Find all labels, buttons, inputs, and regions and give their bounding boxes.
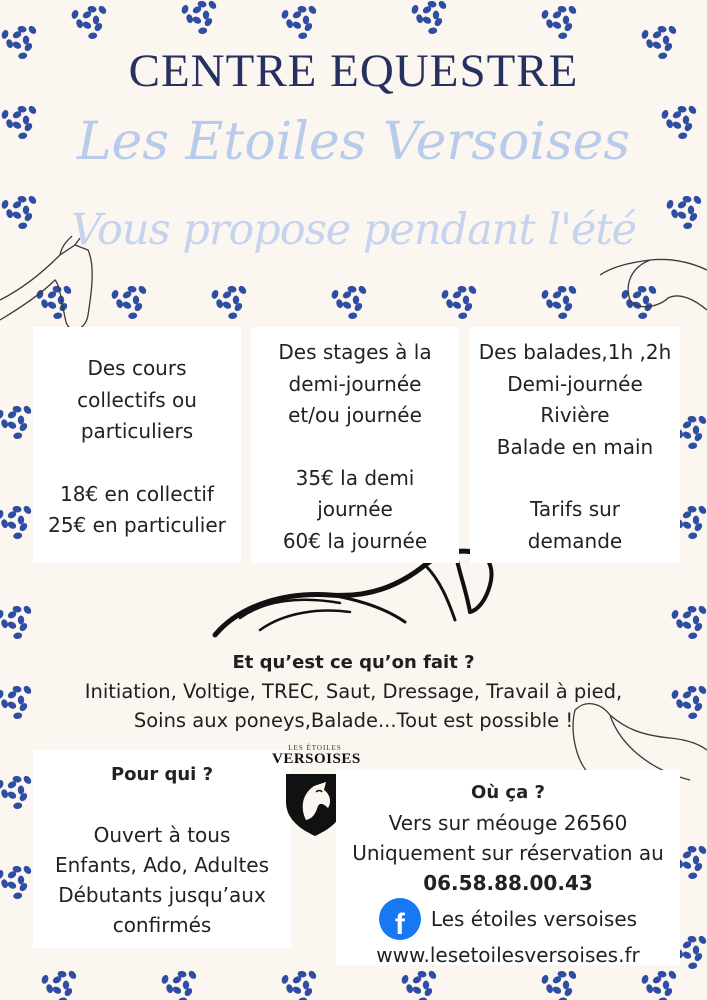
berry-decoration [13,892,23,900]
center-name: Les Etoiles Versoises [76,112,631,172]
berry-decoration [292,10,303,20]
berry-decoration [128,312,138,320]
berry-decoration [667,969,678,980]
berry-decoration [643,296,649,305]
offer-line: Des cours [87,356,187,380]
berry-decoration [40,298,49,309]
berry-decoration [421,15,432,25]
offer-box-balades [470,327,680,563]
berry-decoration [198,27,208,35]
berry-decoration [12,865,22,873]
berry-decoration [342,290,353,300]
berry-decoration [52,975,63,985]
berry-decoration [47,290,58,300]
berry-decoration [688,442,698,450]
berry-decoration [81,20,92,30]
berry-decoration [638,312,648,320]
berry-decoration [693,856,699,865]
berry-decoration [558,312,568,320]
berry-decoration [40,974,49,985]
berry-decoration [192,5,203,15]
berry-decoration [687,415,697,423]
berry-decoration [563,16,569,25]
berry-decoration [693,952,704,963]
berry-decoration [657,25,667,33]
berry-decoration [18,616,24,625]
berry-decoration [563,22,574,33]
berry-decoration [687,605,697,613]
audience-line: confirmés [112,913,212,937]
berry-decoration [7,410,18,420]
berry-decoration [17,195,27,203]
berry-decoration [693,616,699,625]
facebook-row[interactable] [336,898,680,940]
berry-decoration [291,20,302,30]
berry-decoration [285,18,294,29]
berry-decoration [215,298,224,309]
berry-decoration [651,985,662,995]
berry-decoration [63,987,74,998]
berry-decoration [417,970,427,978]
berry-decoration [58,302,69,313]
berry-decoration [563,302,574,313]
berry-decoration [22,404,33,415]
activities-section [0,648,707,735]
berry-decoration [688,872,698,880]
audience-question: Pour qui ? [110,764,214,785]
berry-decoration [643,302,654,313]
berry-decoration [557,285,567,293]
berry-decoration [423,987,434,998]
berry-decoration [18,792,29,803]
berry-decoration [6,520,17,530]
berry-decoration [647,284,658,295]
berry-decoration [688,962,698,970]
berry-decoration [353,302,364,313]
berry-decoration [551,20,562,30]
audience-box [33,750,291,948]
berry-decoration [12,405,22,413]
berry-decoration [567,4,578,15]
berry-decoration [663,981,669,990]
berry-decoration [540,9,549,20]
berry-decoration [12,605,22,613]
berry-decoration [693,432,704,443]
berry-decoration [280,9,289,20]
page-title: CENTRE EQUESTRE [128,45,579,97]
berry-decoration [45,983,54,994]
berry-decoration [463,296,469,305]
berry-decoration [307,969,318,980]
berry-decoration [110,289,119,300]
berry-decoration [400,974,409,985]
facebook-icon[interactable]: f [379,898,421,940]
berry-decoration [46,300,57,310]
berry-decoration [6,880,17,890]
berry-decoration [567,969,578,980]
berry-decoration [13,432,23,440]
offer-price: 25€ en particulier [48,513,226,537]
berry-decoration [93,22,104,33]
berry-decoration [427,0,437,8]
berry-decoration [422,5,433,15]
berry-decoration [18,622,29,633]
berry-decoration [187,969,198,980]
berry-decoration [457,285,467,293]
berry-decoration [682,850,693,860]
berry-decoration [63,981,69,990]
website-link[interactable]: www.lesetoilesversoises.fr [376,943,640,967]
berry-decoration [227,285,237,293]
berry-decoration [0,509,5,520]
berry-decoration [57,970,67,978]
berry-decoration [133,296,139,305]
berry-decoration [115,298,124,309]
berry-decoration [177,970,187,978]
berry-decoration [7,780,18,790]
berry-decoration [330,289,339,300]
offer-price: demande [527,528,623,553]
berry-decoration [228,312,238,320]
berry-decoration [121,300,132,310]
berry-decoration [171,985,182,995]
berry-decoration [303,981,309,990]
berry-decoration [681,860,692,870]
berry-decoration [12,505,22,513]
berry-decoration [463,302,474,313]
berry-decoration [280,974,289,985]
berry-decoration [688,532,698,540]
berry-decoration [692,194,703,205]
audience-line: Débutants jusqu’aux [58,883,266,907]
berry-decoration [410,4,419,15]
berry-decoration [625,298,634,309]
berry-decoration [297,970,307,978]
berry-decoration [137,284,148,295]
berry-decoration [640,974,649,985]
berry-decoration [411,985,422,995]
berry-decoration [127,285,137,293]
berry-decoration [185,13,194,24]
berry-decoration [67,969,78,980]
berry-decoration [222,290,233,300]
berry-decoration [687,505,697,513]
berry-decoration [675,618,684,629]
berry-decoration [122,290,133,300]
berry-decoration [191,15,202,25]
berry-decoration [428,27,438,35]
berry-decoration [165,983,174,994]
berry-decoration [285,983,294,994]
berry-decoration [458,312,468,320]
berry-decoration [62,284,73,295]
berry-decoration [557,5,567,13]
berry-decoration [160,974,169,985]
berry-decoration [180,4,189,15]
berry-decoration [133,302,144,313]
berry-decoration [353,296,359,305]
berry-decoration [632,290,643,300]
berry-decoration [682,195,692,203]
berry-decoration [13,532,23,540]
berry-decoration [53,312,63,320]
berry-decoration [693,522,704,533]
berry-decoration [681,520,692,530]
berry-decoration [657,970,667,978]
berry-decoration [52,285,62,293]
berry-decoration [682,420,693,430]
berry-decoration [688,632,698,640]
berry-decoration [303,22,314,33]
berry-decoration [451,300,462,310]
berry-decoration [18,882,29,893]
berry-decoration [693,516,699,525]
activities-line: Initiation, Voltige, TREC, Saut, Dressage, Travail à pied, [84,680,623,703]
berry-decoration [540,974,549,985]
location-question: Où ça ? [471,782,545,803]
offer-price: 18€ en collectif [60,481,214,506]
right-horse-sketch [628,259,707,310]
berry-decoration [545,983,554,994]
location-reservation: Uniquement sur réservation au [352,841,664,865]
berry-decoration [687,845,697,853]
berry-decoration [423,981,429,990]
offer-line: collectifs ou [77,387,197,412]
offer-price: journée [317,497,393,521]
berry-decoration [682,510,693,520]
berry-decoration [183,981,189,990]
horse-silhouette-icon [215,551,492,635]
berry-decoration [17,25,27,33]
berry-decoration [405,983,414,994]
berry-decoration [13,632,23,640]
berry-decoration [207,0,218,10]
berry-decoration [433,11,439,20]
berry-decoration [18,516,24,525]
berry-decoration [18,522,29,533]
berry-decoration [552,975,563,985]
berry-decoration [0,779,5,790]
berry-decoration [35,289,44,300]
berry-decoration [545,298,554,309]
logo-top-text: LES ÉTOILES [288,744,342,752]
berry-decoration [0,418,9,429]
berry-decoration [697,604,707,615]
berry-decoration [645,983,654,994]
berry-decoration [697,934,707,945]
berry-decoration [0,869,5,880]
berry-decoration [687,935,697,943]
berry-decoration [693,622,704,633]
berry-decoration [172,975,183,985]
berry-decoration [682,940,693,950]
berry-decoration [22,604,33,615]
berry-decoration [197,0,207,8]
berry-decoration [183,987,194,998]
berry-decoration [335,298,344,309]
berry-decoration [640,29,649,40]
berry-decoration [0,518,9,529]
offer-line: Rivière [540,403,610,427]
berry-decoration [452,290,463,300]
berry-decoration [558,32,568,40]
berry-decoration [18,786,24,795]
berry-decoration [0,618,9,629]
berry-decoration [297,5,307,13]
berry-decoration [540,289,549,300]
berry-decoration [467,284,478,295]
berry-decoration [6,620,17,630]
berry-decoration [563,981,569,990]
berry-decoration [303,16,309,25]
berry-decoration [341,300,352,310]
berry-decoration [697,414,707,425]
berry-decoration [203,17,214,28]
berry-decoration [681,620,692,630]
audience-line: Enfants, Ado, Adultes [54,853,270,877]
berry-decoration [563,296,569,305]
berry-decoration [551,985,562,995]
facebook-name[interactable]: Les étoiles versoises [430,907,638,931]
location-address: Vers sur méouge 26560 [388,811,628,835]
berry-decoration [0,788,9,799]
offer-price: Tarifs sur [529,497,621,521]
berry-decoration [18,416,24,425]
berry-decoration [427,969,438,980]
berry-decoration [667,24,678,35]
berry-decoration [663,987,674,998]
berry-decoration [545,18,554,29]
berry-decoration [670,609,679,620]
berry-decoration [682,610,693,620]
berry-decoration [237,284,248,295]
offer-line: Des stages à la [278,340,432,364]
berry-decoration [27,24,38,35]
offer-price: 60€ la journée [282,528,428,553]
berry-decoration [6,790,17,800]
berry-decoration [357,284,368,295]
berry-decoration [697,844,707,855]
berry-decoration [552,10,563,20]
berry-decoration [7,510,18,520]
berry-decoration [51,985,62,995]
berry-decoration [75,18,84,29]
berry-decoration [0,609,5,620]
offer-line: demi-journée [288,371,422,396]
offer-box-stages [251,327,459,563]
berry-decoration [221,300,232,310]
berry-decoration [58,296,64,305]
activities-question: Et qu’est ce qu’on fait ? [232,652,475,673]
berry-decoration [97,4,108,15]
berry-decoration [82,10,93,20]
logo-name-text: VERSOISES [272,751,361,767]
berry-decoration [631,300,642,310]
offer-line: particuliers [80,419,194,443]
offer-line: Des balades,1h ,2h [478,340,672,364]
berry-decoration [70,9,79,20]
berry-decoration [7,610,18,620]
berry-decoration [88,32,98,40]
berry-decoration [563,987,574,998]
berry-decoration [18,422,29,433]
berry-decoration [652,30,663,40]
berry-decoration [445,298,454,309]
berry-decoration [433,17,444,28]
offer-price: 35€ la demi [295,465,415,490]
berry-decoration [681,950,692,960]
berry-decoration [27,194,38,205]
berry-decoration [0,409,5,420]
offer-line: Demi-journée [507,371,643,396]
berry-decoration [681,430,692,440]
berry-decoration [7,870,18,880]
berry-decoration [233,302,244,313]
activities-line: Soins aux poneys,Balade...Tout est possible ! [133,709,574,732]
phone-number[interactable]: 06.58.88.00.43 [423,871,593,895]
location-box [336,770,680,965]
berry-decoration [437,0,448,10]
berry-decoration [693,426,699,435]
berry-decoration [348,312,358,320]
berry-decoration [93,16,99,25]
berry-decoration [87,5,97,13]
berry-decoration [620,289,629,300]
berry-decoration [291,985,302,995]
berry-decoration [203,11,209,20]
berry-decoration [233,296,239,305]
berry-decoration [22,774,33,785]
left-horse-sketch [0,245,92,329]
berry-decoration [210,289,219,300]
berry-decoration [697,504,707,515]
berry-decoration [440,289,449,300]
tagline: Vous propose pendant l'été [70,205,637,255]
berry-decoration [652,975,663,985]
berry-decoration [22,864,33,875]
berry-decoration [693,946,699,955]
berry-decoration [412,975,423,985]
berry-decoration [292,975,303,985]
berry-decoration [12,775,22,783]
berry-decoration [6,420,17,430]
berry-decoration [637,285,647,293]
offer-box-courses [33,327,241,563]
berry-decoration [551,300,562,310]
berry-decoration [22,504,33,515]
berry-decoration [18,876,24,885]
berry-decoration [347,285,357,293]
berry-decoration [557,970,567,978]
berry-decoration [552,290,563,300]
berry-decoration [298,32,308,40]
offer-line: Balade en main [496,434,654,459]
audience-line: Ouvert à tous [93,823,231,847]
berry-decoration [303,987,314,998]
berry-decoration [307,4,318,15]
berry-decoration [13,802,23,810]
berry-decoration [0,878,9,889]
berry-decoration [415,13,424,24]
berry-decoration [567,284,578,295]
berry-decoration [12,30,23,40]
offer-line: et/ou journée [288,403,422,427]
berry-decoration [693,862,704,873]
berry-decoration [0,29,9,40]
